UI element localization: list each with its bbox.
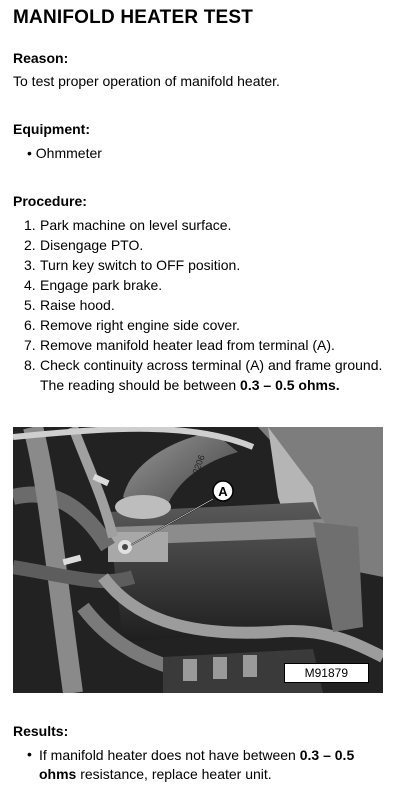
step-number: 5. [24, 297, 36, 313]
list-item [24, 215, 394, 235]
step-text: Park machine on level surface. [40, 217, 232, 233]
list-item [24, 235, 394, 255]
list-item [24, 275, 394, 295]
results-text-pre: If manifold heater does not have between [39, 747, 300, 763]
step-number: 2. [24, 237, 36, 253]
reason-text: To test proper operation of manifold heater. [13, 73, 280, 89]
step-text-bold: 0.3 – 0.5 ohms. [240, 377, 340, 393]
step-text: Remove right engine side cover. [40, 317, 240, 333]
equipment-item [27, 145, 102, 161]
callout-a-label: A [218, 484, 228, 499]
equipment-heading: Equipment: [13, 121, 90, 137]
list-item [24, 355, 394, 395]
step-number: 1. [24, 217, 36, 233]
list-item [24, 295, 394, 315]
procedure-heading: Procedure: [13, 193, 87, 209]
step-number: 6. [24, 317, 36, 333]
results-text-bold: 0.3 – 0.5 ohms [39, 747, 355, 782]
step-text: Remove manifold heater lead from terminal (A). [40, 337, 335, 353]
bullet-mark: • [27, 145, 32, 161]
results-heading: Results: [13, 723, 69, 739]
step-text: Disengage PTO. [40, 237, 144, 253]
results-text-post: resistance, replace heater unit. [76, 766, 272, 782]
step-number: 3. [24, 257, 36, 273]
step-text-plain: Check continuity across terminal (A) and frame ground. The reading should be between [40, 357, 383, 393]
step-number: 8. [24, 357, 36, 373]
page-title: MANIFOLD HEATER TEST [13, 7, 254, 28]
bullet-mark: • [27, 746, 32, 762]
manifold-stamp: 0206 [190, 453, 207, 476]
figure-number: M91879 [284, 663, 369, 683]
equipment-item-label: Ohmmeter [35, 145, 102, 161]
engine-photo [13, 427, 383, 693]
engine-photo-illustration [13, 427, 383, 693]
step-text: Engage park brake. [40, 277, 163, 293]
list-item [24, 315, 394, 335]
list-item [24, 255, 394, 275]
results-text [39, 746, 389, 784]
reason-heading: Reason: [13, 50, 69, 66]
step-text [40, 355, 394, 395]
step-number: 7. [24, 337, 36, 353]
step-text: Raise hood. [40, 297, 115, 313]
step-number: 4. [24, 277, 36, 293]
list-item [24, 335, 394, 355]
step-text: Turn key switch to OFF position. [40, 257, 241, 273]
procedure-steps [24, 215, 394, 395]
